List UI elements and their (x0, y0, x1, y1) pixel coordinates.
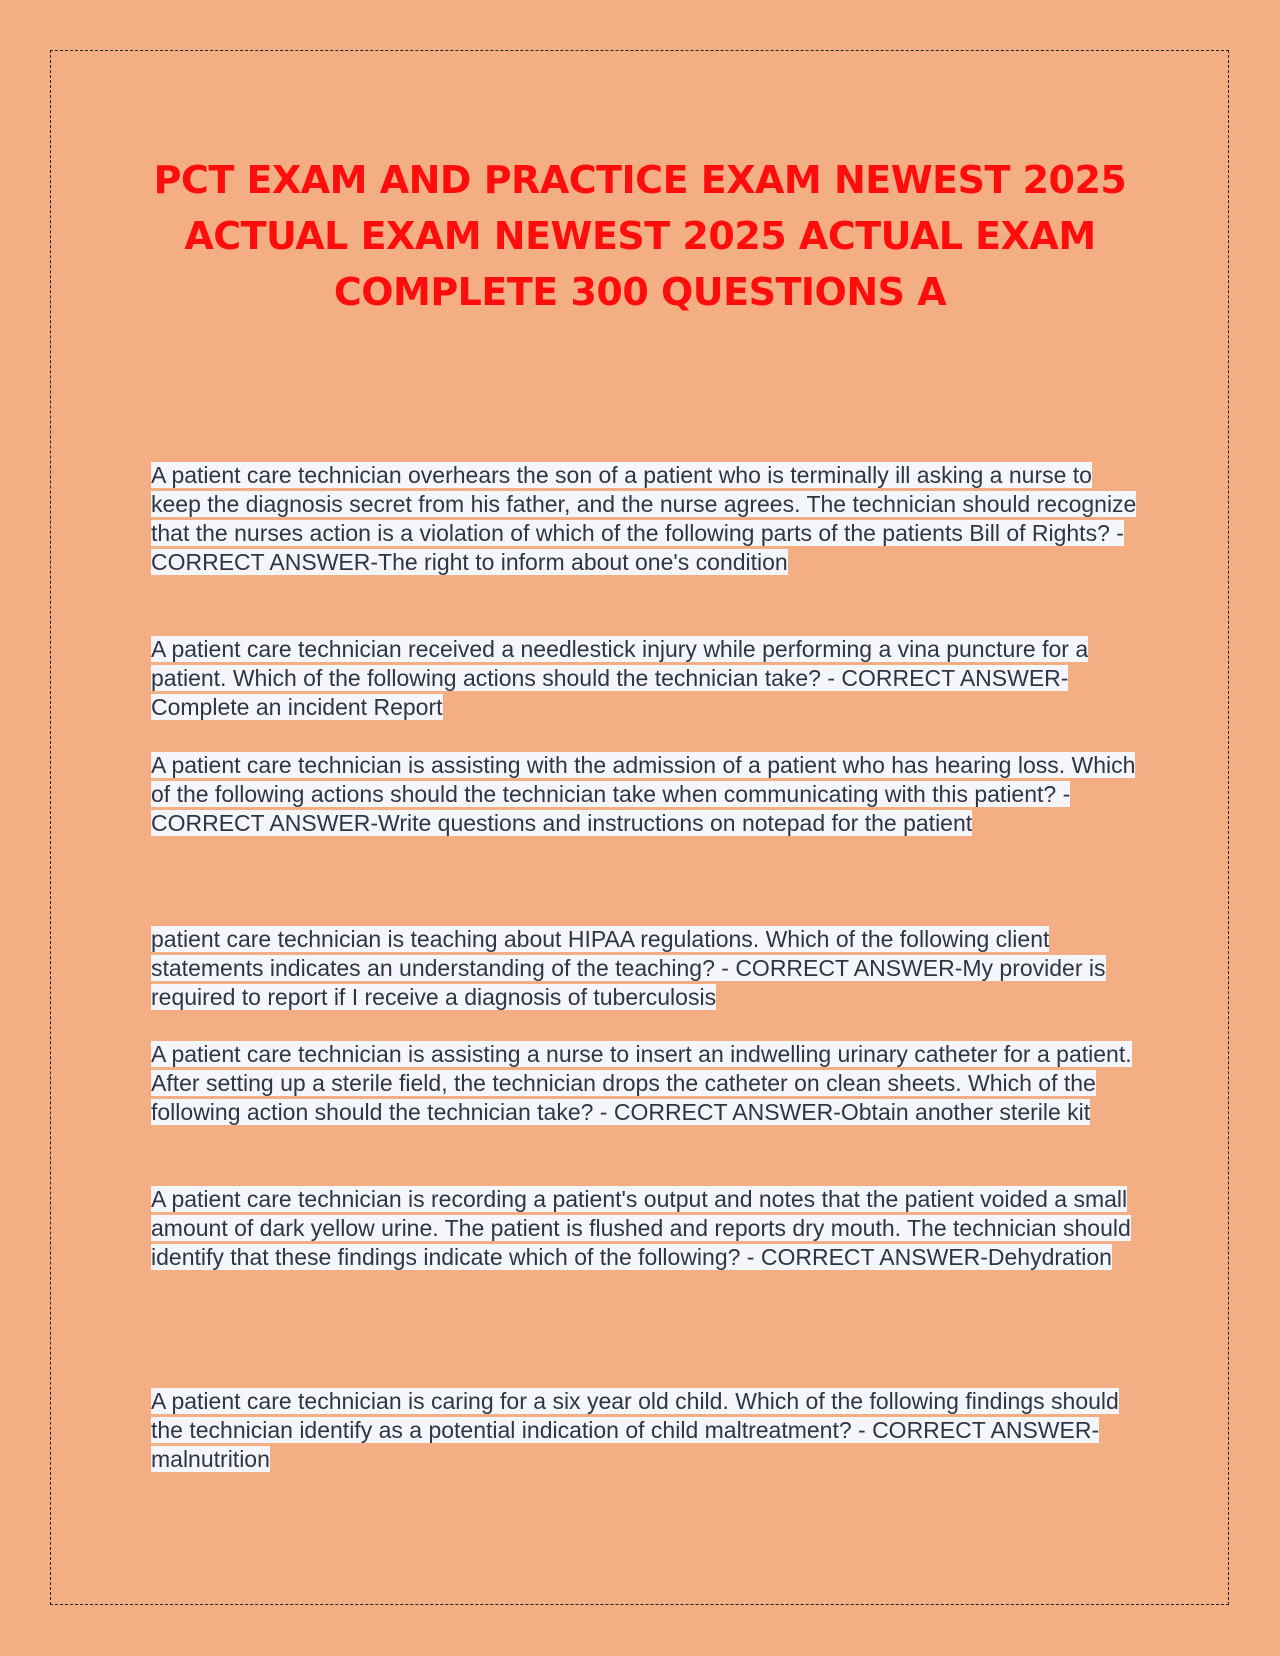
qa-item-4: patient care technician is teaching about HIPAA regulations. Which of the following client statements indicates an understanding of the teaching? - CORRECT ANSWER-My provider is required to report if I receive a diagnosis of tuberculosis (151, 926, 1106, 1010)
qa-item-6: A patient care technician is recording a patient's output and notes that the patient voided a small amount of dark yellow urine. The patient is flushed and reports dry mouth. The technician should identify that these findings indicate which of the following? - CORRECT ANSWER-Dehydration (151, 1186, 1131, 1270)
qa-item-3: A patient care technician is assisting with the admission of a patient who has hearing loss. Which of the following actions should the technician take when communicating with this patient? - CORRECT ANSWER-Write questions and instructions on notepad for the patient (151, 752, 1136, 836)
document-title: PCT EXAM AND PRACTICE EXAM NEWEST 2025 ACTUAL EXAM NEWEST 2025 ACTUAL EXAM COMPLETE 300 QUESTIONS A (153, 158, 1127, 314)
qa-item-7: A patient care technician is caring for a six year old child. Which of the following findings should the technician identify as a potential indication of child maltreatment? - CORRECT ANSWER-malnutrition (151, 1388, 1119, 1472)
qa-item-1: A patient care technician overhears the son of a patient who is terminally ill asking a nurse to keep the diagnosis secret from his father, and the nurse agrees. The technician should recognize that the nurses action is a violation of which of the following parts of the patients Bill of Rights? - CORRECT ANSWER-The right to inform about one's condition (151, 462, 1137, 575)
qa-item-5: A patient care technician is assisting a nurse to insert an indwelling urinary catheter for a patient. After setting up a sterile field, the technician drops the catheter on clean sheets. Which of the following action should the technician take? - CORRECT ANSWER-Obtain another sterile kit (151, 1041, 1132, 1125)
qa-item-2: A patient care technician received a needlestick injury while performing a vina puncture for a patient. Which of the following actions should the technician take? - CORRECT ANSWER-Complete an incident Report (151, 636, 1089, 720)
